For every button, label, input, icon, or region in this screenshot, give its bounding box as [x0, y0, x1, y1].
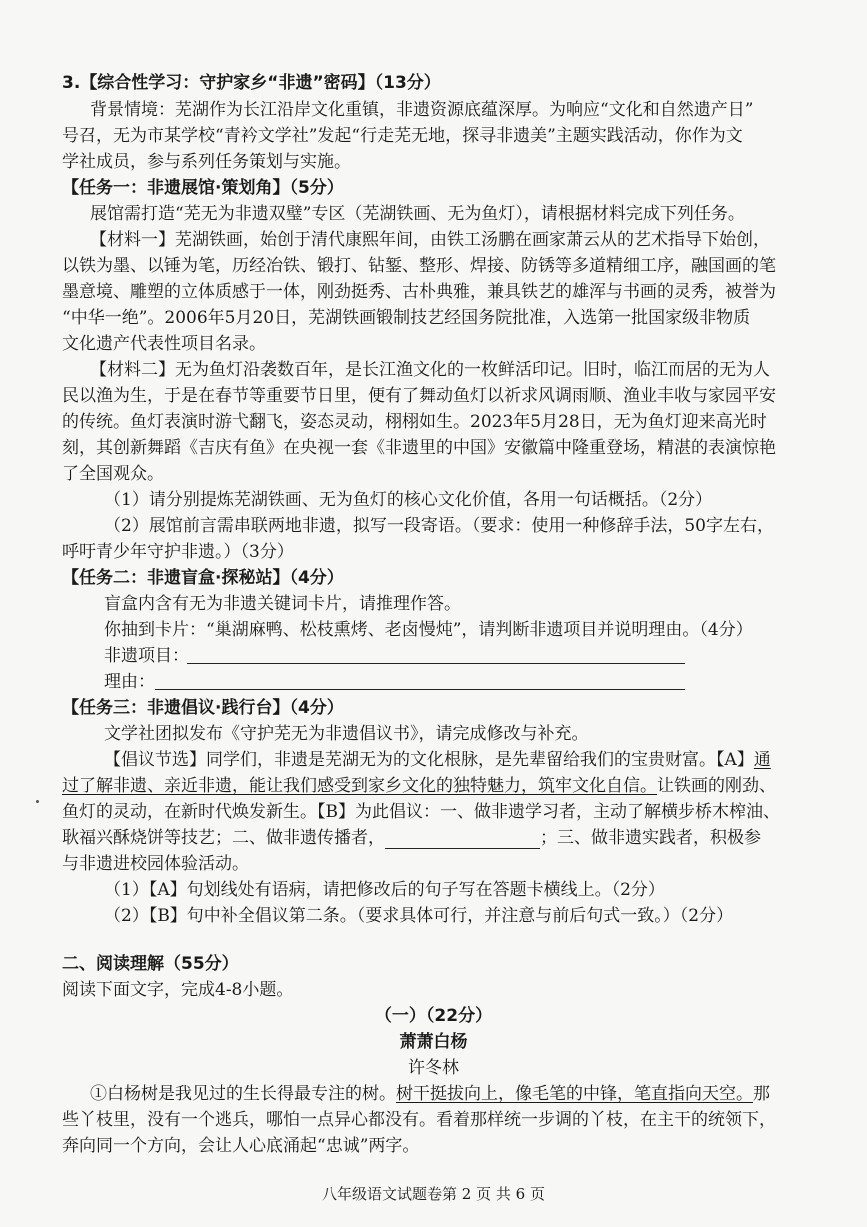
background-line-2: 号召，无为市某学校“青衿文学社”发起“行走芜无地，探寻非遗美”主题实践活动，你作为文 [62, 126, 743, 146]
task3-question-1: （1）【A】句划线处有语病，请把修改后的句子写在答题卡横线上。（2分） [104, 880, 665, 900]
task1-question-2-cont: 呼吁青少年守护非遗。）（3分） [62, 542, 294, 562]
material2-line-2: 民以渔为生，于是在春节等重要节日里，便有了舞动鱼灯以祈求风调雨顺、渔业丰收与家园平安 [62, 386, 776, 406]
task1-question-1: （1）请分别提炼芜湖铁画、无为鱼灯的核心文化价值，各用一句话概括。（2分） [104, 490, 713, 510]
proposal-line-1 [104, 749, 771, 771]
essay-paragraph-1-line-3: 奔向同一个方向，会让人心底涌起“忠诚”两字。 [62, 1136, 420, 1156]
proposal-underlined-sentence: 过了解非遗、亲近非遗，能让我们感受到家乡文化的独特魅力，筑牢文化自信。 [62, 776, 657, 796]
task1-question-2: （2）展馆前言需串联两地非遗，拟写一段寄语。（要求：使用一种修辞手法，50字左右， [104, 516, 774, 536]
material1-line-1: 【材料一】芜湖铁画，始创于清代康熙年间，由铁工汤鹏在画家萧云从的艺术指导下始创， [90, 230, 770, 250]
task1-intro: 展馆需打造“芜无为非遗双璧”专区（芜湖铁画、无为鱼灯），请根据材料完成下列任务。 [90, 204, 745, 224]
proposal-blank[interactable] [385, 832, 540, 849]
essay-paragraph-1-line-2: 些丫枝里，没有一个逃兵，哪怕一点异心都没有。看着那样统一步调的丫枝，在主干的统领下， [62, 1110, 776, 1130]
essay-p1-end: 那 [753, 1084, 770, 1104]
scan-speck [36, 800, 39, 803]
reason-label: 理由： [104, 672, 155, 692]
reason-answer-line[interactable] [155, 689, 685, 690]
proposal-line-4-rest: ；三、做非遗实践者，积极参 [540, 828, 761, 848]
task2-card-question: 你抽到卡片：“巢湖麻鸭、松枝熏烤、老卤慢炖”，请判断非遗项目并说明理由。（4分） [104, 620, 753, 640]
material2-line-1: 【材料二】无为鱼灯沿袭数百年，是长江渔文化的一枚鲜活印记。旧时，临江而居的无为人 [90, 360, 770, 380]
task3-title: 【任务三：非遗倡议·践行台】（4分） [62, 698, 344, 718]
task1-title: 【任务一：非遗展馆·策划角】（5分） [62, 178, 344, 198]
section-2-title: 二、阅读理解（55分） [62, 954, 239, 974]
proposal-line-5: 与非遗进校园体验活动。 [62, 854, 249, 874]
material1-line-3: 墨意境、雕塑的立体质感于一体，刚劲挺秀、古朴典雅，兼具铁艺的雄浑与书画的灵秀，被誉为 [62, 282, 776, 302]
heritage-item-label: 非遗项目： [104, 646, 189, 666]
part-1-heading: （一）（22分） [374, 1006, 493, 1026]
question-3-title: 3.【综合性学习：守护家乡“非遗”密码】（13分） [62, 73, 441, 93]
proposal-line-3: 鱼灯的灵动，在新时代焕发新生。【B】为此倡议：一、做非遗学习者，主动了解横步桥木榨油、 [62, 802, 780, 822]
task2-title: 【任务二：非遗盲盒·探秘站】（4分） [62, 568, 344, 588]
task2-intro: 盲盒内含有无为非遗关键词卡片，请推理作答。 [104, 594, 461, 614]
task3-intro: 文学社团拟发布《守护芜无为非遗倡议书》，请完成修改与补充。 [104, 724, 589, 744]
background-line-3: 学社成员，参与系列任务策划与实施。 [62, 152, 351, 172]
proposal-line-2 [62, 775, 776, 797]
material1-line-4: “中华一绝”。2006年5月20日，芜湖铁画锻制技艺经国务院批准，入选第一批国家级非物质 [62, 308, 751, 328]
heritage-item-answer-line[interactable] [187, 663, 685, 664]
section-2-intro: 阅读下面文字，完成4-8小题。 [62, 980, 294, 1000]
essay-underlined-sentence: 树干挺拔向上，像毛笔的中锋，笔直指向天空。 [396, 1084, 753, 1104]
proposal-line-4-text: 耿福兴酥烧饼等技艺；二、做非遗传播者， [62, 828, 385, 848]
essay-author: 许冬林 [408, 1058, 459, 1078]
proposal-line-4 [62, 827, 761, 849]
material1-line-5: 文化遗产代表性项目名录。 [62, 334, 266, 354]
essay-paragraph-1-line-1 [90, 1083, 770, 1105]
material2-line-3: 的传统。鱼灯表演时游弋翻飞，姿态灵动，栩栩如生。2023年5月28日，无为鱼灯迎来高光时 [62, 412, 767, 432]
proposal-line-1-text: 【倡议节选】同学们，非遗是芜湖无为的文化根脉，是先辈留给我们的宝贵财富。【A】 [104, 750, 754, 770]
essay-title: 萧萧白杨 [399, 1032, 468, 1052]
essay-p1-text: ①白杨树是我见过的生长得最专注的树。 [90, 1084, 396, 1104]
task3-question-2: （2）【B】句中补全倡议第二条。（要求具体可行，并注意与前后句式一致。）（2分） [104, 906, 734, 926]
material2-line-5: 了全国观众。 [62, 464, 164, 484]
page-footer: 八年级语文试题卷第 2 页 共 6 页 [322, 1185, 545, 1203]
proposal-line-2-rest: 让铁画的刚劲、 [657, 776, 776, 796]
proposal-underlined-start: 通 [753, 750, 771, 770]
background-line-1: 背景情境：芜湖作为长江沿岸文化重镇，非遗资源底蕴深厚。为响应“文化和自然遗产日” [90, 100, 754, 120]
material1-line-2: 以铁为墨、以锤为笔，历经冶铁、锻打、钻錾、整形、焊接、防锈等多道精细工序，融国画的笔 [62, 256, 776, 276]
material2-line-4: 刻，其创新舞蹈《吉庆有鱼》在央视一套《非遗里的中国》安徽篇中隆重登场，精湛的表演惊艳 [62, 438, 776, 458]
